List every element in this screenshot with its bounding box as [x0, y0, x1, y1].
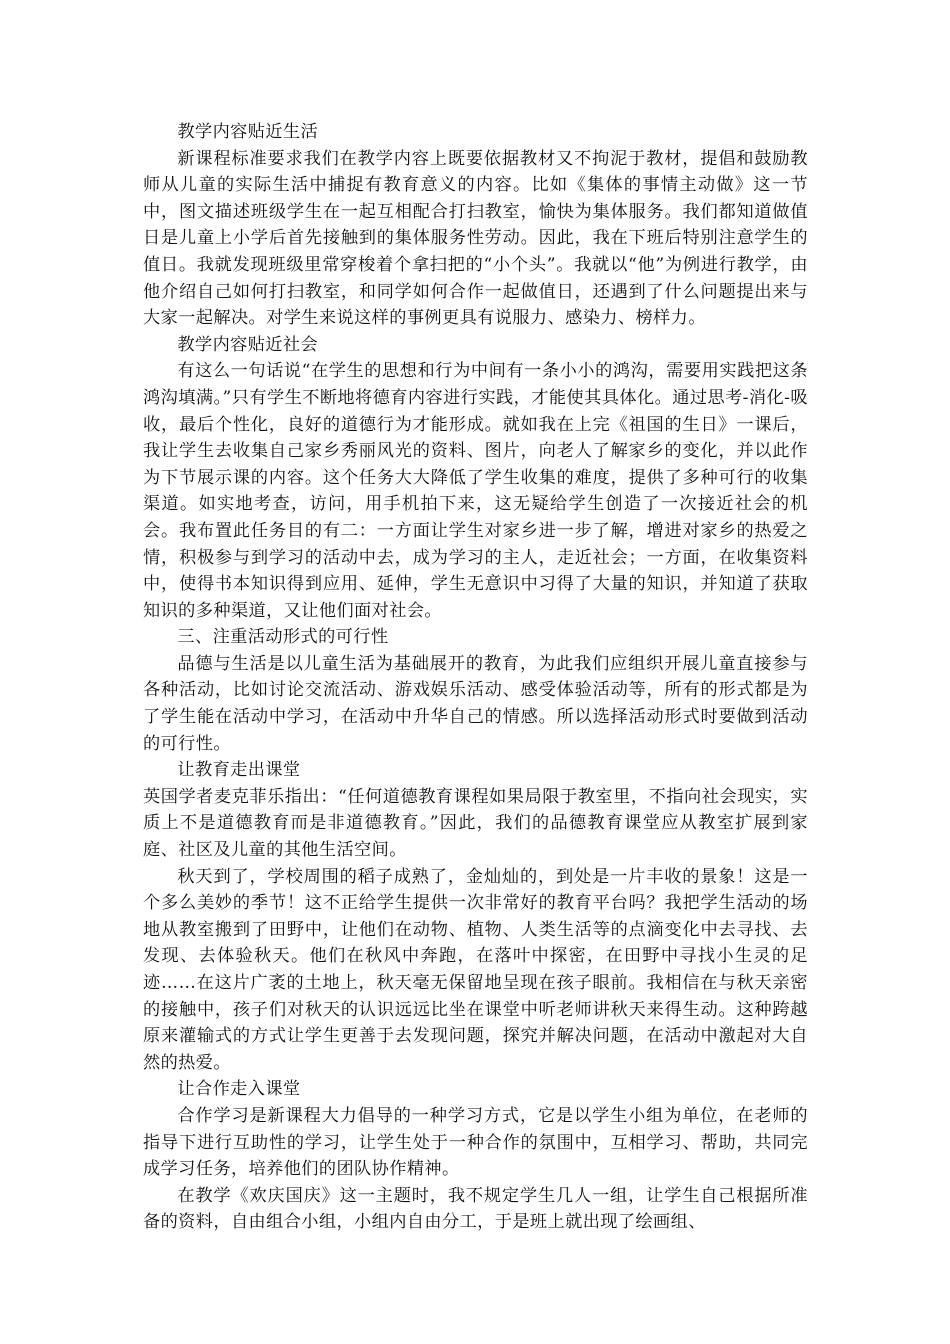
section-heading-activity: 三、注重活动形式的可行性: [177, 627, 389, 648]
heading-life: 教学内容贴近生活: [177, 122, 319, 142]
paragraph-quote: 英国学者麦克菲乐指出：“任何道德教育课程如果局限于教室里，不指向社会现实，实质上不是道德教育而是非道德教育。”因此，我们的品德教育课堂应从教室扩展到家庭、社区及儿童的其他生活空间。: [143, 786, 808, 861]
heading-cooperation: 让合作走入课堂: [177, 1079, 301, 1100]
heading-out-of-class: 让教育走出课堂: [177, 760, 301, 781]
paragraph-life: 新课程标准要求我们在教学内容上既要依据教材又不拘泥于教材，提倡和鼓励教师从儿童的实际生活中捕捉有教育意义的内容。比如《集体的事情主动做》这一节中，图文描述班级学生在一起互相配合打扫教室，愉快为集体服务。我们都知道做值日是儿童上小学后首先接触到的集体服务性劳动。因此，我在下班后特别注意学生的值日。我就发现班级里常穿梭着个拿扫把的“小个头”。我就以“他”为例进行教学，由他介绍自己如何打扫教室，和同学如何合作一起做值日，还遇到了什么问题提出来与大家一起解决。对学生来说这样的事例更具有说服力、感染力、榜样力。: [143, 148, 808, 329]
paragraph-society: 有这么一句话说“在学生的思想和行为中间有一条小小的鸿沟，需要用实践把这条鸿沟填满。”只有学生不断地将德育内容进行实践，才能使其具体化。通过思考-消化-吸收，最后个性化，良好的道德行为才能形成。就如我在上完《祖国的生日》一课后，我让学生去收集自己家乡秀丽风光的资料、图片，向老人了解家乡的变化，并以此作为下节展示课的内容。这个任务大大降低了学生收集的难度，提供了多种可行的收集渠道。如实地考查，访问，用手机拍下来，这无疑给学生创造了一次接近社会的机会。我布置此任务目的有二：一方面让学生对家乡进一步了解，增进对家乡的热爱之情，积极参与到学习的活动中去，成为学习的主人，走近社会；一方面，在收集资料中，使得书本知识得到应用、延伸，学生无意识中习得了大量的知识，并知道了获取知识的多种渠道，又让他们面对社会。: [143, 361, 808, 621]
paragraph-autumn: 秋天到了，学校周围的稻子成熟了，金灿灿的，到处是一片丰收的景象！这是一个多么美妙的季节！这不正给学生提供一次非常好的教育平台吗？我把学生活动的场地从教室搬到了田野中，让他们在动物、植物、人类生活等的点滴变化中去寻找、去发现、去体验秋天。他们在秋风中奔跑，在落叶中探密，在田野中寻找小生灵的足迹……在这片广袤的土地上，秋天毫无保留地呈现在孩子眼前。我相信在与秋天亲密的接触中，孩子们对秋天的认识远远比坐在课堂中听老师讲秋天来得生动。这种跨越原来灌输式的方式让学生更善于去发现问题，探究并解决问题，在活动中激起对大自然的热爱。: [143, 866, 808, 1073]
document-body: [143, 119, 808, 1236]
paragraph-national-day: 在教学《欢庆国庆》这一主题时，我不规定学生几人一组，让学生自己根据所准备的资料，自由组合小组，小组内自由分工，于是班上就出现了绘画组、: [143, 1185, 808, 1233]
heading-society: 教学内容贴近社会: [177, 334, 319, 355]
paragraph-activity: 品德与生活是以儿童生活为基础展开的教育，为此我们应组织开展儿童直接参与各种活动，比如讨论交流活动、游戏娱乐活动、感受体验活动等，所有的形式都是为了学生能在活动中学习，在活动中升华自己的情感。所以选择活动形式时要做到活动的可行性。: [143, 653, 808, 754]
paragraph-cooperation: 合作学习是新课程大力倡导的一种学习方式，它是以学生小组为单位，在老师的指导下进行互助性的学习，让学生处于一种合作的氛围中，互相学习、帮助，共同完成学习任务，培养他们的团队协作精神。: [143, 1105, 808, 1180]
